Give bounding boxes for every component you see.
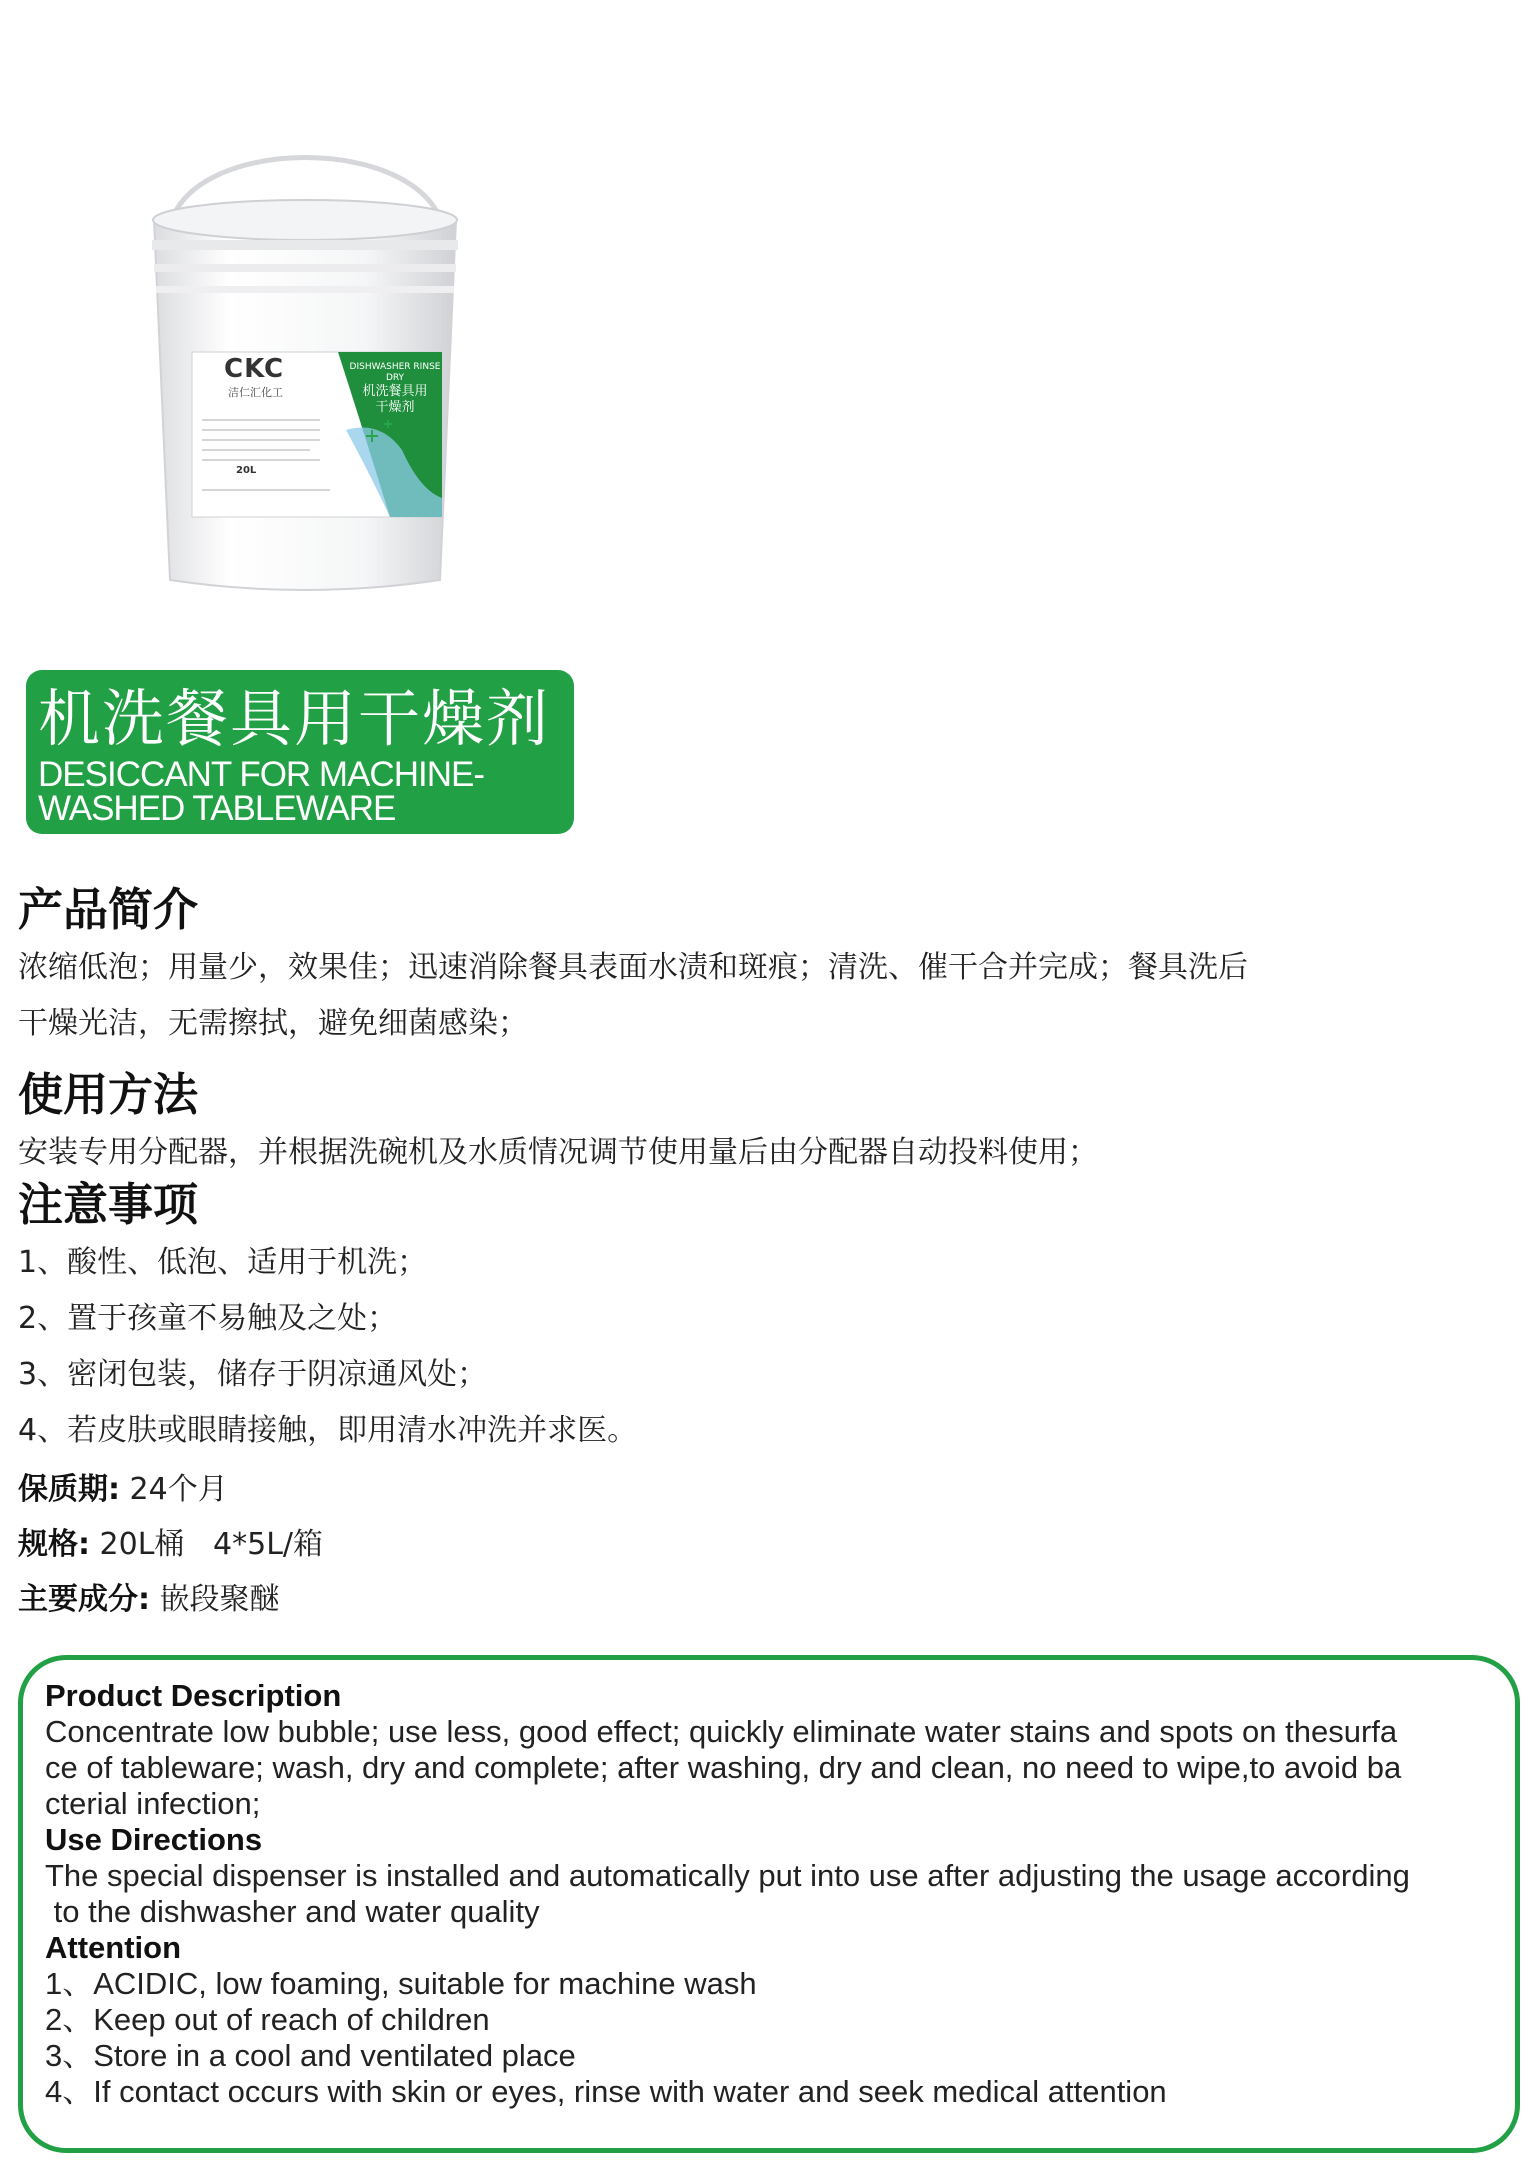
spec-ingredient-label: 主要成分: bbox=[18, 1582, 150, 1617]
product-image bbox=[140, 90, 470, 600]
label-en: DISHWASHER RINSE DRY bbox=[349, 362, 441, 383]
intro-line-1: 浓缩低泡；用量少，效果佳；迅速消除餐具表面水渍和斑痕；清洗、催干合并完成；餐具洗后 bbox=[18, 950, 1248, 985]
note-item: 2、置于孩童不易触及之处； bbox=[18, 1301, 398, 1336]
note-item: 1、酸性、低泡、适用于机洗； bbox=[18, 1245, 428, 1280]
english-info-box bbox=[18, 1655, 1520, 2153]
usage-heading: 使用方法 bbox=[18, 1068, 199, 1121]
intro-line-2: 干燥光洁，无需擦拭，避免细菌感染； bbox=[18, 1006, 528, 1041]
en-desc-line: Concentrate low bubble; use less, good effect; quickly eliminate water stains and spots on thesurfa bbox=[45, 1714, 1398, 1749]
title-en: DESICCANT FOR MACHINE-WASHED TABLEWARE bbox=[38, 755, 484, 828]
usage-section bbox=[18, 1065, 1518, 1181]
label-cn-line-1: 机洗餐具用 bbox=[362, 384, 428, 399]
spec-size bbox=[18, 1520, 323, 1570]
label-cn bbox=[338, 384, 452, 416]
note-item: 3、密闭包装，储存于阴凉通风处； bbox=[18, 1357, 488, 1392]
en-att-list bbox=[45, 1966, 1495, 2110]
spec-ingredient bbox=[18, 1575, 280, 1625]
bucket-illustration bbox=[140, 90, 470, 600]
en-att-item: 1、ACIDIC, low foaming, suitable for machine wash bbox=[45, 1966, 757, 2001]
spec-shelf-value: 24个月 bbox=[120, 1472, 228, 1507]
label-volume: 20L bbox=[236, 465, 257, 476]
en-att-item: 4、If contact occurs with skin or eyes, rinse with water and seek medical attention bbox=[45, 2074, 1167, 2109]
spec-shelf-label: 保质期: bbox=[18, 1472, 120, 1507]
spec-size-value: 20L桶 4*5L/箱 bbox=[90, 1527, 324, 1562]
title-banner bbox=[26, 670, 574, 834]
usage-line-1: 安装专用分配器，并根据洗碗机及水质情况调节使用量后由分配器自动投料使用； bbox=[18, 1135, 1098, 1170]
brand-cn: 洁仁汇化工 bbox=[228, 386, 283, 399]
note-item: 4、若皮肤或眼睛接触，即用清水冲洗并求医。 bbox=[18, 1413, 638, 1448]
en-desc-heading: Product Description bbox=[45, 1678, 342, 1713]
spec-size-label: 规格: bbox=[18, 1527, 90, 1562]
intro-heading: 产品简介 bbox=[18, 883, 199, 936]
spec-shelf-life bbox=[18, 1465, 228, 1515]
notes-heading: 注意事项 bbox=[18, 1178, 199, 1231]
en-att-item: 3、Store in a cool and ventilated place bbox=[45, 2038, 576, 2073]
label-cn-line-2: 干燥剂 bbox=[375, 400, 415, 415]
en-desc-line: cterial infection; bbox=[45, 1786, 261, 1821]
en-use-heading: Use Directions bbox=[45, 1822, 263, 1857]
en-att-item: 2、Keep out of reach of children bbox=[45, 2002, 490, 2037]
notes-section bbox=[18, 1175, 1518, 1459]
en-att-heading: Attention bbox=[45, 1930, 182, 1965]
intro-section bbox=[18, 880, 1518, 1052]
en-use-line: The special dispenser is installed and automatically put into use after adjusting the usage according bbox=[45, 1858, 1410, 1893]
brand-logo: CKC bbox=[224, 354, 285, 384]
en-use-line: to the dishwasher and water quality bbox=[45, 1894, 540, 1929]
title-cn: 机洗餐具用干燥剂 bbox=[38, 682, 551, 755]
en-desc-line: ce of tableware; wash, dry and complete; after washing, dry and clean, no need to wipe,to avoid ba bbox=[45, 1750, 1402, 1785]
spec-ingredient-value: 嵌段聚醚 bbox=[150, 1582, 280, 1617]
